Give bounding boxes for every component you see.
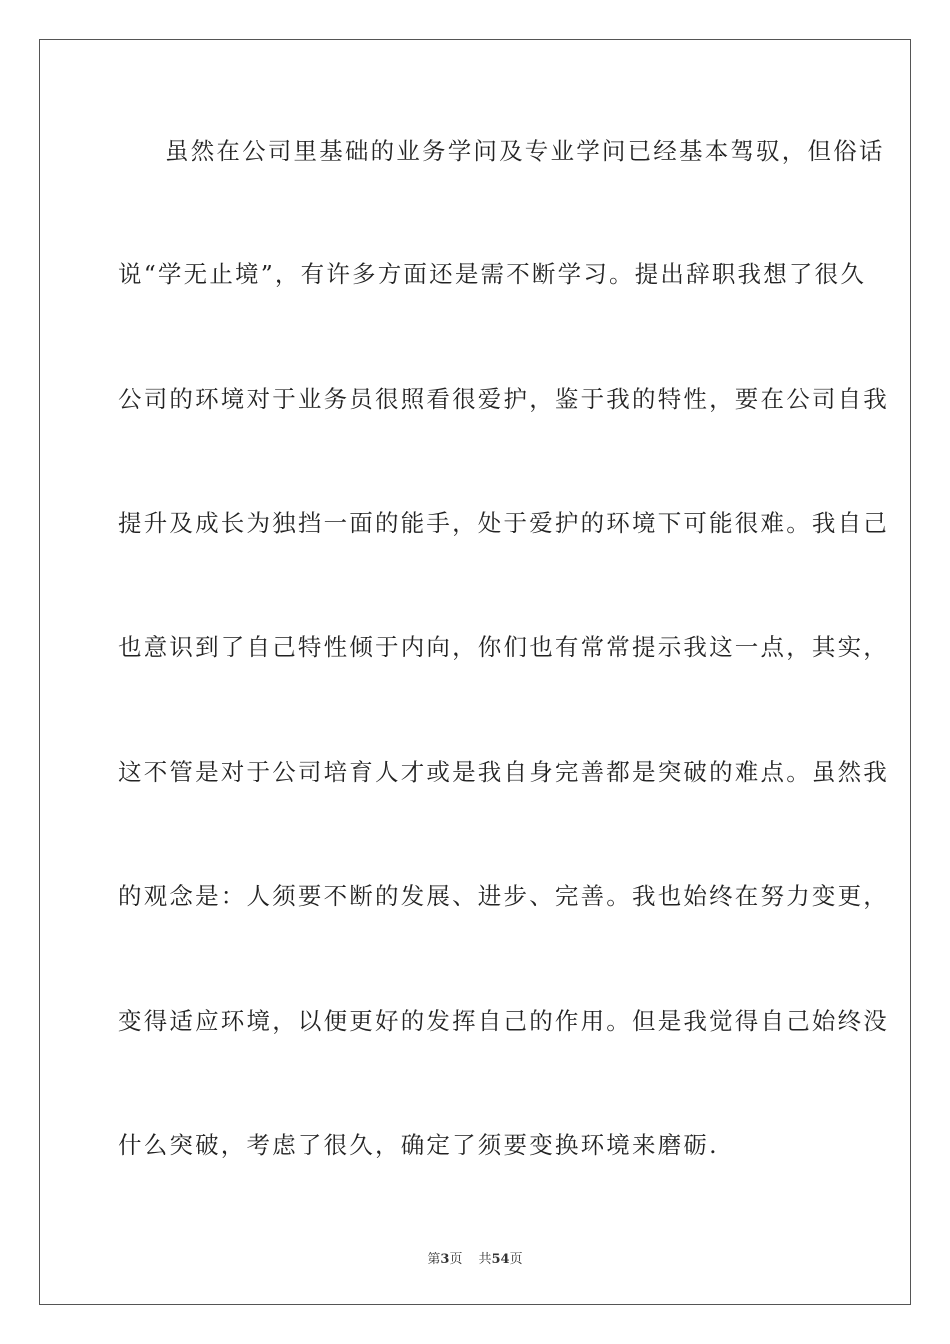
paragraph-line-2: 说“学无止境”，有许多方面还是需不断学习。提出辞职我想了很久 [118, 260, 867, 288]
paragraph-line-4: 提升及成长为独挡一面的能手，处于爱护的环境下可能很难。我自己 [118, 509, 889, 537]
total-pages: 54 [491, 1252, 510, 1267]
paragraph-line-8: 变得适应环境，以便更好的发挥自己的作用。但是我觉得自己始终没 [118, 1007, 889, 1035]
page-border [39, 39, 911, 1305]
paragraph-line-1: 虽然在公司里基础的业务学问及专业学问已经基本驾驭，但俗话 [165, 137, 885, 165]
page-footer [0, 1248, 950, 1267]
paragraph-line-6: 这不管是对于公司培育人才或是我自身完善都是突破的难点。虽然我 [118, 758, 889, 786]
paragraph-line-7: 的观念是：人须要不断的发展、进步、完善。我也始终在努力变更， [118, 882, 889, 910]
total-prefix: 共 [478, 1252, 492, 1267]
paragraph-line-3: 公司的环境对于业务员很照看很爱护，鉴于我的特性，要在公司自我 [118, 385, 889, 413]
page-number: 3 [440, 1252, 450, 1267]
page-suffix: 页 [449, 1252, 463, 1267]
total-suffix: 页 [509, 1252, 523, 1267]
page-prefix: 第 [427, 1252, 441, 1267]
paragraph-line-9: 什么突破，考虑了很久，确定了须要变换环境来磨砺. [118, 1131, 719, 1159]
paragraph-line-5: 也意识到了自己特性倾于内向，你们也有常常提示我这一点，其实， [118, 633, 889, 661]
